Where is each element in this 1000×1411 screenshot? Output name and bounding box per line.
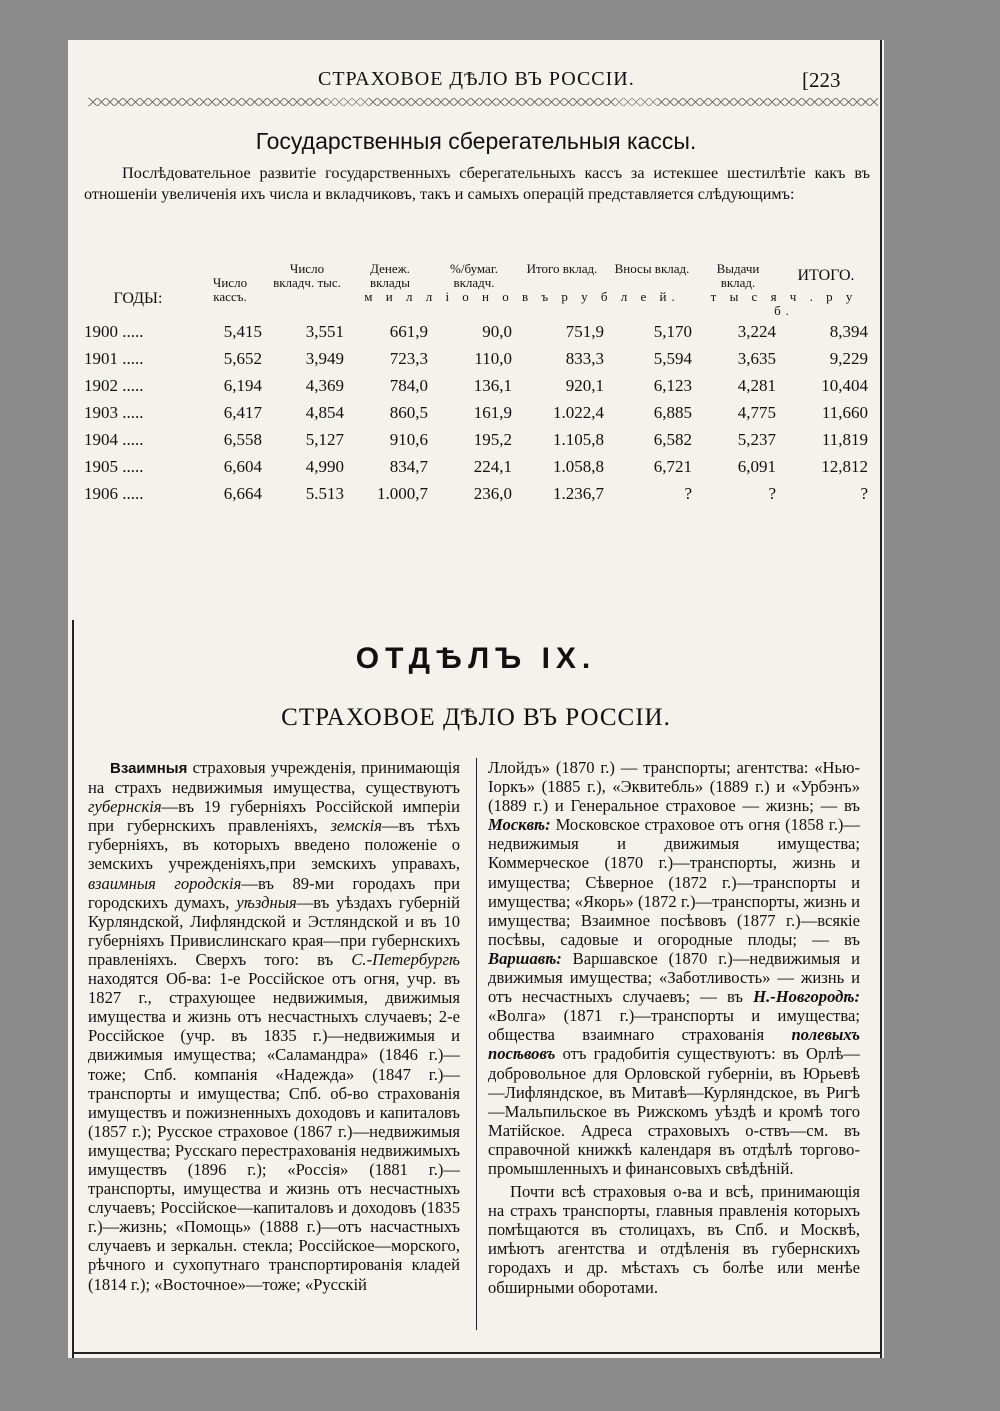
savings-title: Государственныя сберегательныя кассы. bbox=[255, 128, 697, 154]
cell-cash: 723,3 bbox=[389, 348, 428, 368]
running-head bbox=[68, 68, 884, 98]
text-run: —въ уѣздахъ губерній Курляндской, Лифляндской и Эстляндской и въ 10 губерніяхъ Привислинскаго края—при губернскихъ правленіяхъ. Сверхъ того: въ bbox=[88, 892, 460, 969]
cell-year: 1903 ..... bbox=[84, 402, 144, 422]
lead-word: Взаимныя bbox=[110, 760, 188, 777]
cell-kassy: 6,417 bbox=[223, 402, 262, 422]
cell-year: 1905 ..... bbox=[84, 456, 144, 476]
italic-run: взаимныя городскія bbox=[88, 873, 242, 893]
cell-vydachi: ? bbox=[768, 483, 776, 503]
italic-run: Н.-Новгородѣ: bbox=[753, 987, 860, 1007]
header-year: ГОДЫ: bbox=[113, 290, 163, 307]
cell-dep: 5.513 bbox=[305, 483, 344, 503]
cell-vznosy: 5,594 bbox=[653, 348, 692, 368]
cell-total: 1.236,7 bbox=[553, 483, 604, 503]
text-run: Варшавское (1870 г.)—недвижимыя и движимыя имущества; «Заботливость» — жизнь и отъ несчастныхъ случаевъ; — въ bbox=[488, 948, 860, 1007]
table-row bbox=[82, 372, 872, 399]
cell-vznosy: 6,123 bbox=[653, 375, 692, 395]
cell-vznosy: 6,885 bbox=[653, 402, 692, 422]
cell-paper: 90,0 bbox=[482, 321, 512, 341]
header-itogo: ИТОГО. bbox=[797, 267, 855, 284]
cell-total: 833,3 bbox=[565, 348, 604, 368]
italic-run: земскія bbox=[330, 816, 382, 836]
cell-itogo: 11,819 bbox=[821, 429, 868, 449]
cell-vznosy: 6,582 bbox=[653, 429, 692, 449]
cell-cash: 910,6 bbox=[389, 429, 428, 449]
cell-itogo: 11,660 bbox=[821, 402, 868, 422]
header-depositors: Число вкладч. тыс. bbox=[273, 261, 341, 290]
cell-dep: 3,551 bbox=[305, 321, 344, 341]
table-row bbox=[82, 453, 872, 480]
cell-total: 751,9 bbox=[565, 321, 604, 341]
cell-dep: 4,369 bbox=[305, 375, 344, 395]
cell-year: 1902 ..... bbox=[84, 375, 144, 395]
cell-kassy: 6,604 bbox=[223, 456, 262, 476]
units-millions: м и л л і о н о в ъ р у б л е й. bbox=[364, 289, 680, 304]
cell-itogo: 10,404 bbox=[821, 375, 868, 395]
cell-vydachi: 5,237 bbox=[737, 429, 776, 449]
cell-vznosy: ? bbox=[684, 483, 692, 503]
cell-total: 920,1 bbox=[565, 375, 604, 395]
table-row bbox=[82, 399, 872, 426]
running-title: СТРАХОВОЕ ДѢЛО ВЪ РОССІИ. bbox=[318, 68, 635, 90]
cell-total: 1.058,8 bbox=[553, 456, 604, 476]
table-header-row bbox=[82, 262, 872, 290]
cell-year: 1901 ..... bbox=[84, 348, 144, 368]
header-total-dep: Итого вклад. bbox=[526, 261, 598, 276]
text-run: Ллойдъ» (1870 г.) — транспорты; агентства: «Нью-Іоркъ» (1885 г.), «Эквитебль» (1889 г.) и «Урбэнъ» (1889 г.) и Генеральное страховое — жизнь; — въ bbox=[488, 758, 860, 816]
cell-vznosy: 6,721 bbox=[653, 456, 692, 476]
italic-run: С.-Петербургѣ bbox=[351, 949, 460, 969]
cell-paper: 236,0 bbox=[473, 483, 512, 503]
left-column bbox=[88, 758, 460, 1294]
cell-kassy: 6,558 bbox=[223, 429, 262, 449]
cell-cash: 860,5 bbox=[389, 402, 428, 422]
cell-itogo: 12,812 bbox=[821, 456, 868, 476]
cell-paper: 224,1 bbox=[473, 456, 512, 476]
italic-run: Варшавѣ: bbox=[488, 948, 562, 968]
text-run: —въ 19 губерніяхъ Россійской имперіи при губернскихъ правленіяхъ, bbox=[88, 797, 460, 836]
text-run: страховыя учрежденія, принимающія на страхъ недвижимыя имущества, существуютъ bbox=[88, 758, 460, 798]
cell-paper: 136,1 bbox=[473, 375, 512, 395]
cell-cash: 784,0 bbox=[389, 375, 428, 395]
table-row bbox=[82, 345, 872, 372]
savings-intro: Послѣдовательное развитіе государственныхъ сберегательныхъ кассъ за истекшее шестилѣтіе какъ въ отношеніи увеличенія ихъ числа и вкладчиковъ, такъ и самыхъ операцій представляется слѣдующимъ: bbox=[84, 164, 870, 203]
text-run: —въ тѣхъ губерніяхъ, въ которыхъ введено положеніе о земскихъ учрежденіяхъ,при земскихъ управахъ, bbox=[88, 816, 460, 874]
cell-total: 1.022,4 bbox=[553, 402, 604, 422]
cell-total: 1.105,8 bbox=[553, 429, 604, 449]
cell-paper: 110,0 bbox=[474, 348, 512, 368]
units-spacer bbox=[266, 290, 348, 318]
cell-year: 1900 ..... bbox=[84, 321, 144, 341]
header-kassy: Число кассъ. bbox=[212, 275, 248, 304]
cell-itogo: ? bbox=[860, 483, 868, 503]
right-paragraph-2: Почти всѣ страховыя о-ва и всѣ, принимающія на страхъ транспорты, главныя правленія которыхъ помѣщаются въ столицахъ, въ Спб. и Москвѣ, имѣютъ агентства и отдѣленія въ губернскихъ городахъ и др. мѣстахъ съ болѣе или менѣе обширными оборотами. bbox=[488, 1182, 860, 1297]
cell-kassy: 6,664 bbox=[223, 483, 262, 503]
units-thousands: т ы с я ч . р у б. bbox=[710, 289, 858, 318]
cell-cash: 661,9 bbox=[389, 321, 428, 341]
right-paragraph-1 bbox=[488, 758, 860, 1178]
cell-vydachi: 4,775 bbox=[737, 402, 776, 422]
cell-cash: 834,7 bbox=[389, 456, 428, 476]
cell-dep: 5,127 bbox=[305, 429, 344, 449]
cell-paper: 195,2 bbox=[473, 429, 512, 449]
ornamental-rule bbox=[88, 98, 878, 106]
right-border bbox=[880, 40, 882, 1358]
savings-table bbox=[82, 262, 872, 507]
text-run: «Волга» (1871 г.)—транспорты и имущества; общества взаимнаго страхованія bbox=[488, 1006, 860, 1045]
italic-run: губернскія bbox=[88, 797, 162, 817]
cell-itogo: 8,394 bbox=[829, 321, 868, 341]
section-subtitle: СТРАХОВОЕ ДѢЛО ВЪ РОССІИ. bbox=[281, 704, 671, 731]
cell-year: 1904 ..... bbox=[84, 429, 144, 449]
italic-run: полевыхъ посѣвовъ bbox=[488, 1025, 860, 1064]
cell-kassy: 5,415 bbox=[223, 321, 262, 341]
column-divider bbox=[476, 758, 477, 1330]
header-paper: %/бумаг. вкладч. bbox=[450, 261, 498, 290]
cell-kassy: 5,652 bbox=[223, 348, 262, 368]
bottom-rule bbox=[72, 1352, 882, 1354]
cell-dep: 4,990 bbox=[305, 456, 344, 476]
text-run: Московское страховое отъ огня (1858 г.)—недвижимыя и движимыя имущества; Коммерческое (1870 г.)—транспорты, жизнь и имущества; Сѣверное (1872 г.)—транспорты и имущества; «Якорь» (1872 г.)—транспорты, жизнь и имущества; Взаимное посѣвовъ (1877 г.)—всякіе посѣвы, садовые и огородные плоды; — въ bbox=[488, 815, 860, 949]
text-run: находятся Об-ва: 1-е Россійское отъ огня, учр. въ 1827 г., страхующее недвижимыя, движимыя имущества и жизнь отъ несчастныхъ случаевъ; 2-е Россійское (учр. въ 1835 г.)—недвижимыя и движимыя имущества; «Саламандра» (1846 г.)—тоже; Спб. компанія «Надежда» (1847 г.)—транспорты и имущества; Спб. об-во страхованія имуществъ и пожизненныхъ доходовъ и капиталовъ (1857 г.); Русское страховое (1867 г.)—недвижимыя имущества; Русскаго перестрахованія недвижимыхъ имуществъ (1896 г.); «Россія» (1881 г.)—транспорты, имущества и жизнь отъ несчастныхъ случаевъ; Россійское—капиталовъ и доходовъ (1835 г.)—жизнь; «Помощь» (1888 г.)—отъ насчастныхъ случаевъ и зеркальн. стекла; Россійское—морского, рѣчного и сухопутнаго транспортированія кладей (1814 г.); «Восточное»—тоже; «Русскій bbox=[88, 969, 460, 1294]
cell-kassy: 6,194 bbox=[223, 375, 262, 395]
section-heading: ОТДѢЛЪ IX. bbox=[355, 642, 597, 675]
header-cash: Денеж. вклады bbox=[369, 261, 411, 290]
text-run: отъ градобитія существуютъ: въ Орлѣ—добровольное для Орловской губерніи, въ Юрьевѣ—Лифляндское, въ Митавѣ—Курляндское, въ Ригѣ—Мальпильское въ Рижскомъ уѣздѣ и кромѣ того Матійское. Адреса страховыхъ о-ствъ—см. въ справочной книжкѣ календаря въ отдѣлѣ торгово-промышленныхъ и финансовыхъ свѣдѣній. bbox=[488, 1044, 860, 1178]
cell-vydachi: 6,091 bbox=[737, 456, 776, 476]
left-paragraph bbox=[88, 758, 460, 1294]
right-column bbox=[488, 758, 860, 1297]
page-number: [223 bbox=[802, 68, 841, 92]
table-row bbox=[82, 318, 872, 345]
cell-vydachi: 4,281 bbox=[737, 375, 776, 395]
table-row bbox=[82, 480, 872, 507]
cell-dep: 3,949 bbox=[305, 348, 344, 368]
text-run: —въ 89-ми городахъ при городскихъ думахъ, bbox=[88, 873, 460, 912]
cell-itogo: 9,229 bbox=[829, 348, 868, 368]
header-vydachi: Выдачи вклад. bbox=[716, 261, 760, 290]
header-vznosy: Вносы вклад. bbox=[614, 261, 690, 276]
book-page bbox=[68, 40, 884, 1358]
cell-year: 1906 ..... bbox=[84, 483, 144, 503]
cell-vydachi: 3,224 bbox=[737, 321, 776, 341]
italic-run: Москвѣ: bbox=[488, 815, 551, 835]
cell-paper: 161,9 bbox=[473, 402, 512, 422]
cell-dep: 4,854 bbox=[305, 402, 344, 422]
table-row bbox=[82, 426, 872, 453]
cell-vznosy: 5,170 bbox=[653, 321, 692, 341]
italic-run: уѣздныя bbox=[236, 892, 297, 912]
cell-vydachi: 3,635 bbox=[737, 348, 776, 368]
cell-cash: 1.000,7 bbox=[377, 483, 428, 503]
